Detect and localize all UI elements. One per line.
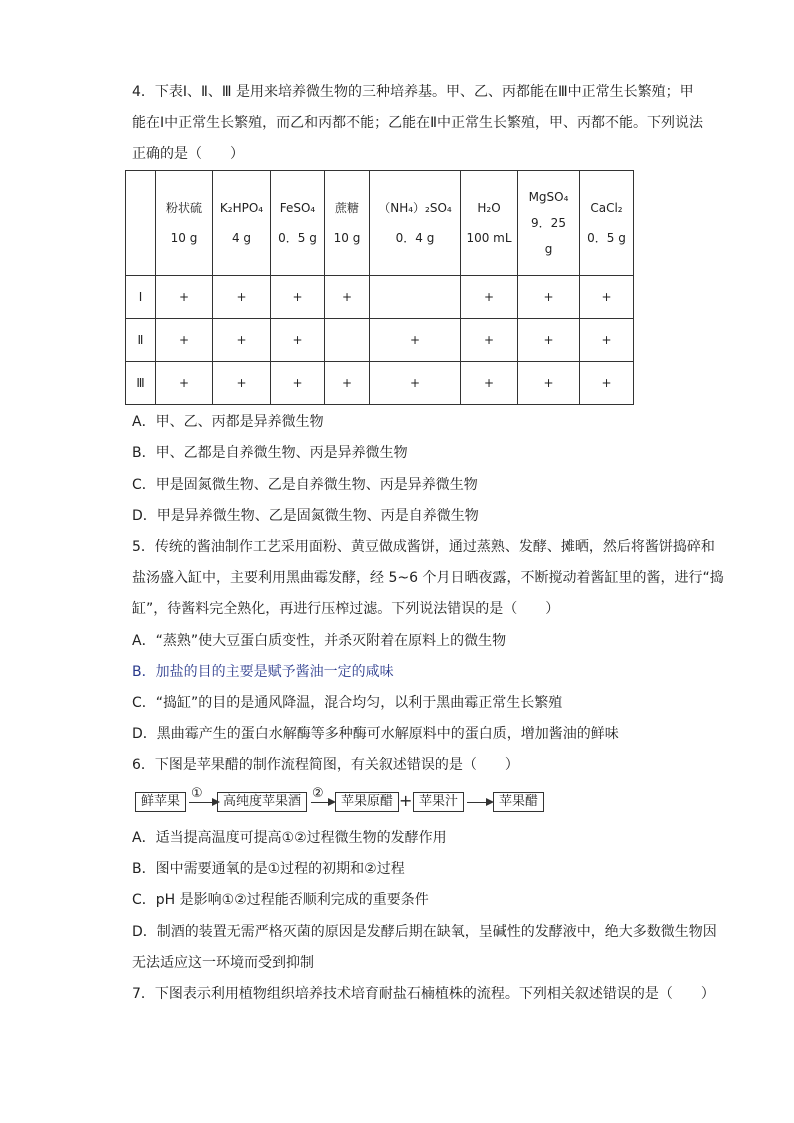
table-cell: +: [156, 362, 213, 405]
table-cell: +: [271, 362, 325, 405]
table-cell: +: [518, 362, 580, 405]
table-row: [126, 276, 634, 319]
table-cell: +: [213, 276, 271, 319]
table-cell: +: [461, 362, 518, 405]
header-cell: 蔗糖 10 g: [325, 171, 370, 276]
apple-vinegar-flowchart: [135, 786, 555, 816]
table-cell: +: [213, 319, 271, 362]
header-cell: H₂O 100 mL: [461, 171, 518, 276]
table-header-row: [126, 171, 634, 276]
table-cell: +: [325, 362, 370, 405]
flow-box-apple-wine: 高纯度苹果酒: [217, 792, 307, 812]
table-row: [126, 362, 634, 405]
table-cell: +: [271, 319, 325, 362]
table-cell: +: [213, 362, 271, 405]
table-cell: +: [461, 319, 518, 362]
culture-medium-table: [125, 170, 634, 405]
table-cell: +: [156, 319, 213, 362]
table-row: [126, 319, 634, 362]
q6-option-d: D．制酒的装置无需严格灭菌的原因是发酵后期在缺氧，呈碱性的发酵液中，绝大多数微生物因: [132, 924, 717, 940]
q4-stem-line1: 4．下表Ⅰ、Ⅱ、Ⅲ 是用来培养微生物的三种培养基。甲、乙、丙都能在Ⅲ中正常生长繁殖；甲: [132, 84, 694, 100]
q4-option-b: B．甲、乙都是自养微生物、丙是异养微生物: [132, 445, 408, 461]
header-cell: K₂HPO₄ 4 g: [213, 171, 271, 276]
flow-box-apple-juice: 苹果汁: [413, 792, 464, 812]
q6-stem: 6．下图是苹果醋的制作流程简图，有关叙述错误的是（ ）: [132, 757, 519, 773]
table-cell: +: [461, 276, 518, 319]
row-label: Ⅱ: [126, 319, 156, 362]
q5-option-a: A．“蒸熟”使大豆蛋白质变性，并杀灭附着在原料上的微生物: [132, 633, 507, 649]
table-cell: +: [580, 276, 634, 319]
q5-stem-line2: 盐汤盛入缸中，主要利用黑曲霉发酵，经 5~6 个月日晒夜露，不断搅动着酱缸里的酱，进行“捣: [132, 570, 724, 586]
table-cell: +: [518, 276, 580, 319]
row-label: Ⅲ: [126, 362, 156, 405]
header-cell: 粉状硫 10 g: [156, 171, 213, 276]
header-cell: （NH₄）₂SO₄ 0．4 g: [370, 171, 461, 276]
q5-stem-line3: 缸”，待酱料完全熟化，再进行压榨过滤。下列说法错误的是（ ）: [132, 601, 560, 617]
table-cell: [370, 276, 461, 319]
q4-option-a: A．甲、乙、丙都是异养微生物: [132, 414, 324, 430]
flow-plus: +: [399, 791, 413, 810]
row-label: Ⅰ: [126, 276, 156, 319]
table-cell: +: [271, 276, 325, 319]
header-cell: FeSO₄ 0．5 g: [271, 171, 325, 276]
q6-option-d-continued: 无法适应这一环境而受到抑制: [132, 955, 314, 971]
table-cell: +: [580, 319, 634, 362]
q5-option-d: D．黑曲霉产生的蛋白水解酶等多种酶可水解原料中的蛋白质，增加酱油的鲜味: [132, 726, 619, 742]
table-cell: +: [370, 319, 461, 362]
q4-option-c: C．甲是固氮微生物、乙是自养微生物、丙是异养微生物: [132, 477, 478, 493]
flow-step-label: ①: [191, 786, 203, 801]
q4-stem-line2: 能在Ⅰ中正常生长繁殖，而乙和丙都不能；乙能在Ⅱ中正常生长繁殖，甲、丙都不能。下列说法: [132, 115, 704, 131]
header-cell: CaCl₂ 0．5 g: [580, 171, 634, 276]
table-cell: +: [518, 319, 580, 362]
header-cell: MgSO₄ 9．25 g: [518, 171, 580, 276]
table-cell: +: [156, 276, 213, 319]
q7-stem: 7．下图表示利用植物组织培养技术培育耐盐石楠植株的流程。下列相关叙述错误的是（ ）: [132, 986, 715, 1002]
q5-option-b: B．加盐的目的主要是赋予酱油一定的咸味: [132, 664, 394, 680]
flow-box-apple-vinegar: 苹果醋: [493, 792, 544, 812]
q5-option-c: C．“捣缸”的目的是通风降温，混合均匀，以利于黑曲霉正常生长繁殖: [132, 695, 563, 711]
q6-option-b: B．图中需要通氧的是①过程的初期和②过程: [132, 861, 405, 877]
table-cell: +: [370, 362, 461, 405]
table-cell: [325, 319, 370, 362]
q6-option-a: A．适当提高温度可提高①②过程微生物的发酵作用: [132, 830, 447, 846]
q4-stem-line3: 正确的是（ ）: [132, 146, 244, 162]
table-cell: +: [325, 276, 370, 319]
q6-option-c: C．pH 是影响①②过程能否顺利完成的重要条件: [132, 892, 429, 908]
flow-step-label: ②: [312, 786, 324, 801]
flow-box-raw-vinegar: 苹果原醋: [335, 792, 399, 812]
q5-stem-line1: 5．传统的酱油制作工艺采用面粉、黄豆做成酱饼，通过蒸熟、发酵、摊晒，然后将酱饼捣碎和: [132, 539, 715, 555]
table-corner-cell: [126, 171, 156, 276]
q4-option-d: D．甲是异养微生物、乙是固氮微生物、丙是自养微生物: [132, 508, 479, 524]
flow-box-fresh-apple: 鲜苹果: [135, 792, 186, 812]
table-cell: +: [580, 362, 634, 405]
